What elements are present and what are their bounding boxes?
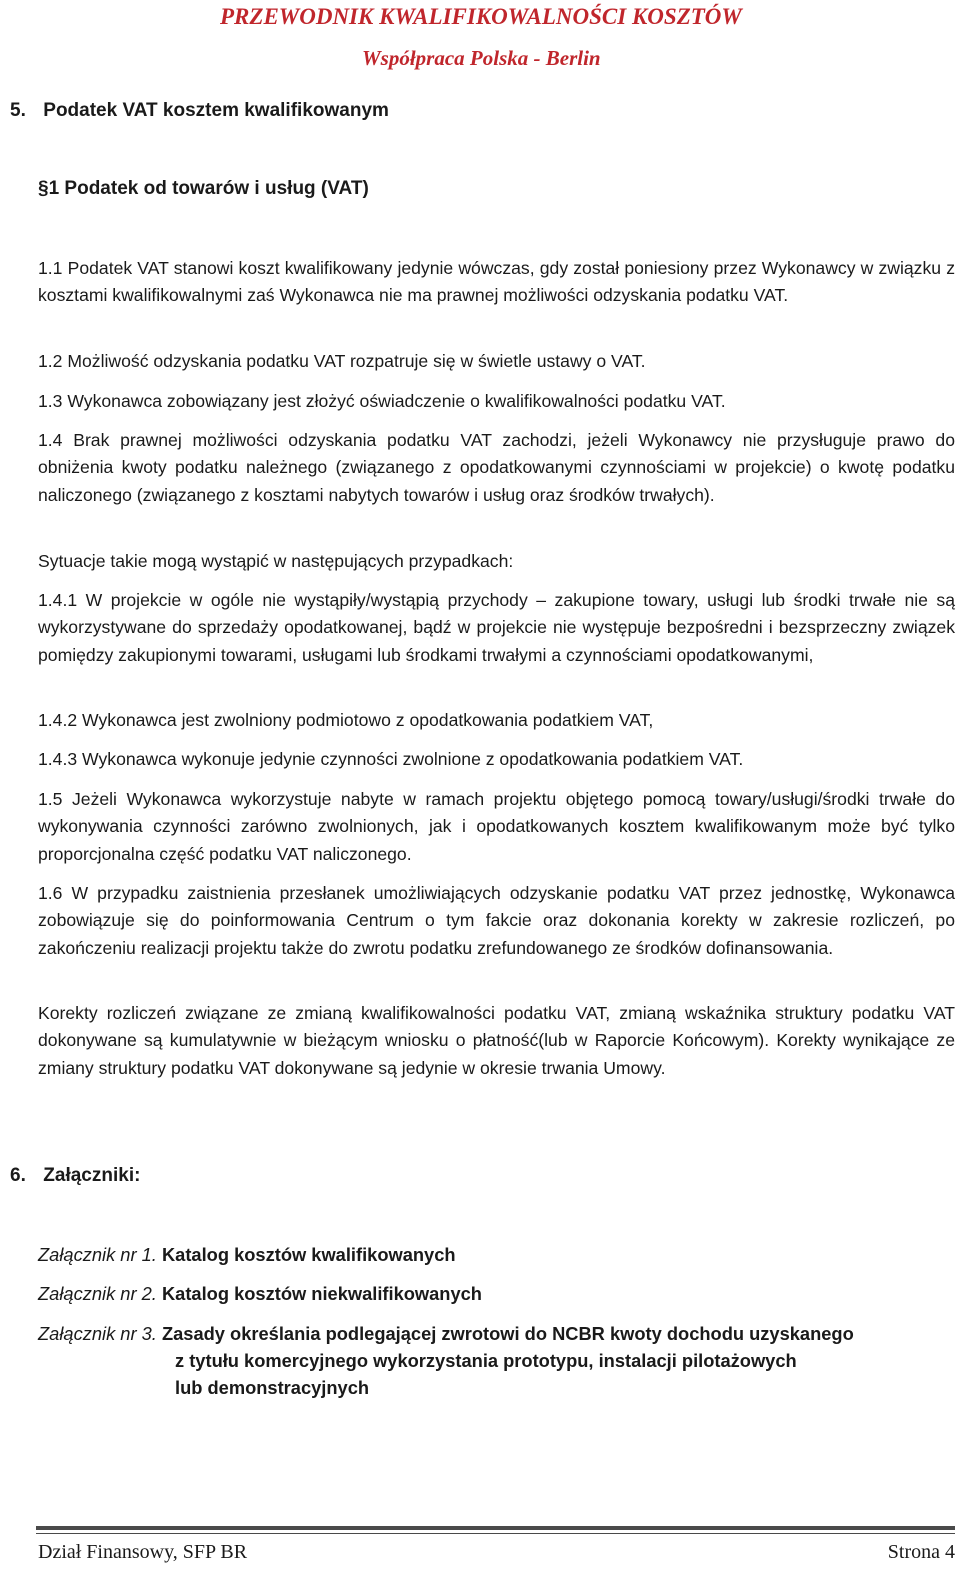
attachment-3: [38, 1320, 854, 1347]
attachment-3-label: Załącznik nr 3.: [38, 1323, 157, 1344]
footer-rule-thick: [36, 1526, 955, 1530]
item-1-6: 1.6 W przypadku zaistnienia przesłanek umożliwiających odzyskanie podatku VAT przez jednostkę, Wykonawca zobowiązuje się do poinformowania Centrum o tym fakcie oraz dokonania korekty w zakresie rozliczeń, po zakończeniu realizacji projektu także do zwrotu podatku zrefundowanego ze środków dofinansowania.: [38, 883, 955, 958]
footer-page-number: Strona 4: [887, 1541, 955, 1563]
section-5-number: 5.: [10, 100, 26, 121]
attachment-1: [38, 1241, 456, 1268]
section-6-heading: [10, 1165, 140, 1187]
item-1-4: 1.4 Brak prawnej możliwości odzyskania podatku VAT zachodzi, jeżeli Wykonawcy nie przysługuje prawo do obniżenia kwoty podatku należnego (związanego z opodatkowanymi czynnościami w projekcie) o kwotę podatku naliczonego (związanego z kosztami nabytych towarów i usług oraz środków trwałych).: [38, 430, 955, 505]
attachment-1-label: Załącznik nr 1.: [38, 1244, 157, 1265]
item-1-3: 1.3 Wykonawca zobowiązany jest złożyć oświadczenie o kwalifikowalności podatku VAT.: [38, 391, 726, 411]
section-5-heading: [10, 100, 389, 122]
footer-rule-thin: [36, 1533, 955, 1534]
header-title: PRZEWODNIK KWALIFIKOWALNOŚCI KOSZTÓW: [220, 4, 742, 29]
section-6-number: 6.: [10, 1165, 26, 1186]
attachment-3-title: Zasady określania podlegającej zwrotowi do NCBR kwoty dochodu uzyskanego: [161, 1323, 854, 1344]
item-1-4-3: 1.4.3 Wykonawca wykonuje jedynie czynności zwolnione z opodatkowania podatkiem VAT.: [38, 749, 744, 769]
item-1-4-1: 1.4.1 W projekcie w ogóle nie wystąpiły/wystąpią przychody – zakupione towary, usługi lub środki trwałe nie są wykorzystywane do sprzedaży opodatkowanej, bądź w projekcie nie występuje bezpośredni i bezsprzeczny związek pomiędzy zakupionymi towarami, usługami lub środkami trwałymi a czynnościami opodatkowanymi,: [38, 590, 955, 665]
section-6-title: Załączniki:: [43, 1165, 141, 1186]
attachment-1-title: Katalog kosztów kwalifikowanych: [161, 1244, 456, 1265]
footer-department: Dział Finansowy, SFP BR: [38, 1541, 248, 1563]
section-5-title: Podatek VAT kosztem kwalifikowanym: [43, 100, 389, 121]
attachment-2-label: Załącznik nr 2.: [38, 1283, 157, 1304]
situations-intro: Sytuacje takie mogą wystąpić w następujących przypadkach:: [38, 551, 514, 571]
item-1-2: 1.2 Możliwość odzyskania podatku VAT rozpatruje się w świetle ustawy o VAT.: [38, 351, 646, 371]
item-1-4-2: 1.4.2 Wykonawca jest zwolniony podmiotowo z opodatkowania podatkiem VAT,: [38, 710, 654, 730]
attachment-3-title-line-2: z tytułu komercyjnego wykorzystania prototypu, instalacji pilotażowych: [175, 1350, 797, 1371]
attachment-2: [38, 1280, 482, 1307]
header-subtitle: Współpraca Polska - Berlin: [362, 46, 601, 70]
item-1-5: 1.5 Jeżeli Wykonawca wykorzystuje nabyte w ramach projektu objętego pomocą towary/usługi/środki trwałe do wykonywania czynności zarówno zwolnionych, jak i opodatkowanych kosztem kwalifikowanym może być tylko proporcjonalna część podatku VAT naliczonego.: [38, 789, 955, 864]
attachment-2-title: Katalog kosztów niekwalifikowanych: [161, 1283, 482, 1304]
attachment-3-title-line-3: lub demonstracyjnych: [175, 1377, 370, 1398]
corrections-paragraph: Korekty rozliczeń związane ze zmianą kwalifikowalności podatku VAT, zmianą wskaźnika struktury podatku VAT dokonywane są kumulatywnie w bieżącym wniosku o płatność(lub w Raporcie Końcowym). Korekty wynikające ze zmiany struktury podatku VAT dokonywane są jedynie w okresie trwania Umowy.: [38, 1003, 955, 1078]
paragraph-1-title: §1 Podatek od towarów i usług (VAT): [38, 178, 369, 199]
item-1-1: 1.1 Podatek VAT stanowi koszt kwalifikowany jedynie wówczas, gdy został poniesiony przez Wykonawcy w związku z kosztami kwalifikowalnymi zaś Wykonawca nie ma prawnej możliwości odzyskania podatku VAT.: [38, 258, 955, 306]
